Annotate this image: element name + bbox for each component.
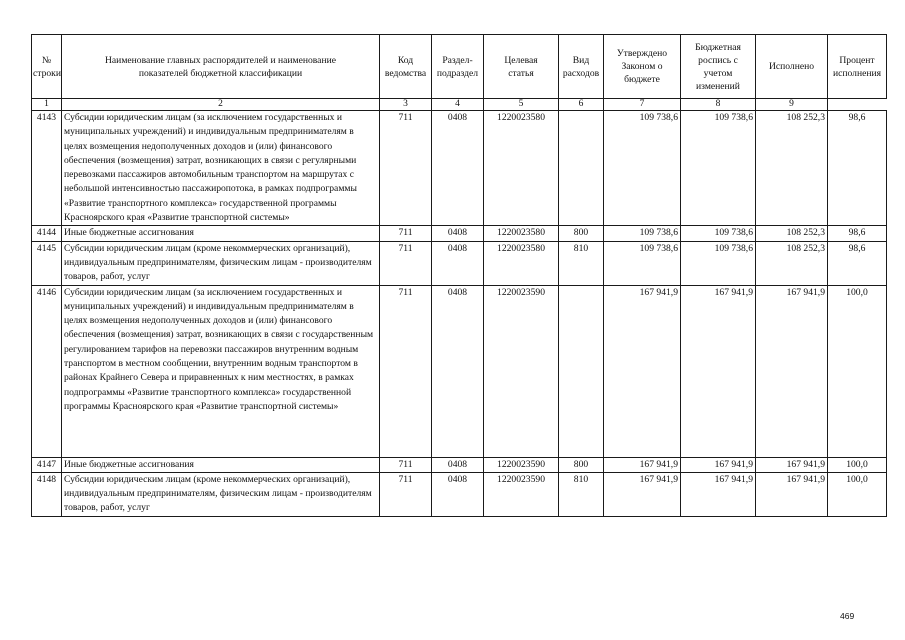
row-number: 4147 (32, 457, 62, 472)
column-number: 2 (62, 99, 380, 111)
header-row-no: № строки (32, 35, 62, 99)
row-section: 0408 (432, 226, 484, 241)
row-expense-type: 800 (559, 457, 604, 472)
row-expense-type: 810 (559, 241, 604, 285)
column-number: 4 (432, 99, 484, 111)
row-executed: 167 941,9 (756, 285, 828, 457)
row-approved: 167 941,9 (604, 285, 681, 457)
row-percent: 100,0 (828, 472, 887, 516)
header-executed: Исполнено (756, 35, 828, 99)
header-row (32, 35, 887, 99)
table-row (32, 285, 887, 457)
row-budget: 167 941,9 (681, 472, 756, 516)
column-number-row (32, 99, 887, 111)
budget-execution-table (31, 34, 887, 517)
row-executed: 108 252,3 (756, 241, 828, 285)
row-section: 0408 (432, 472, 484, 516)
row-target: 1220023590 (484, 457, 559, 472)
row-section: 0408 (432, 111, 484, 226)
table-row (32, 241, 887, 285)
row-expense-type: 810 (559, 472, 604, 516)
column-number: 7 (604, 99, 681, 111)
header-dept-code: Код ведомства (380, 35, 432, 99)
row-dept-code: 711 (380, 472, 432, 516)
row-target: 1220023590 (484, 285, 559, 457)
row-percent: 100,0 (828, 457, 887, 472)
row-expense-type (559, 111, 604, 226)
row-percent: 98,6 (828, 226, 887, 241)
header-expense-type: Вид расходов (559, 35, 604, 99)
row-approved: 109 738,6 (604, 226, 681, 241)
row-target: 1220023590 (484, 472, 559, 516)
row-number: 4143 (32, 111, 62, 226)
row-dept-code: 711 (380, 241, 432, 285)
row-number: 4145 (32, 241, 62, 285)
row-percent: 98,6 (828, 111, 887, 226)
row-name: Субсидии юридическим лицам (за исключением государственных и муниципальных учреждений) и индивидуальным предпринимателям в целях возмещения недополученных доходов и (или) финансового обеспечения (возмещения) затрат, возникающих в связи с регулярными перевозками пассажиров автомобильным транспортом на маршрутах с небольшой интенсивностью пассажиропотока, в рамках подпрограммы «Развитие транспортного комплекса» государственной программы Красноярского края «Развитие транспортной системы» (62, 111, 380, 226)
row-number: 4144 (32, 226, 62, 241)
row-expense-type: 800 (559, 226, 604, 241)
column-number: 5 (484, 99, 559, 111)
header-name: Наименование главных распорядителей и наименование показателей бюджетной классификации (62, 35, 380, 99)
column-number: 9 (756, 99, 828, 111)
row-number: 4146 (32, 285, 62, 457)
row-target: 1220023580 (484, 226, 559, 241)
header-target: Целевая статья (484, 35, 559, 99)
row-approved: 167 941,9 (604, 457, 681, 472)
row-section: 0408 (432, 285, 484, 457)
row-dept-code: 711 (380, 111, 432, 226)
row-dept-code: 711 (380, 226, 432, 241)
row-name: Иные бюджетные ассигнования (62, 457, 380, 472)
header-percent: Процент исполнения (828, 35, 887, 99)
row-target: 1220023580 (484, 241, 559, 285)
table-row (32, 457, 887, 472)
row-name: Иные бюджетные ассигнования (62, 226, 380, 241)
row-name: Субсидии юридическим лицам (кроме некоммерческих организаций), индивидуальным предпринимателям, физическим лицам - производителям товаров, работ, услуг (62, 472, 380, 516)
row-budget: 109 738,6 (681, 111, 756, 226)
column-number: 8 (681, 99, 756, 111)
page-number: 469 (840, 611, 855, 621)
row-executed: 167 941,9 (756, 472, 828, 516)
row-budget: 167 941,9 (681, 457, 756, 472)
row-number: 4148 (32, 472, 62, 516)
header-budget-list: Бюджетная роспись с учетом изменений (681, 35, 756, 99)
table-row (32, 472, 887, 516)
row-executed: 108 252,3 (756, 226, 828, 241)
row-dept-code: 711 (380, 457, 432, 472)
row-expense-type (559, 285, 604, 457)
row-name: Субсидии юридическим лицам (за исключением государственных и муниципальных учреждений) и индивидуальным предпринимателям в целях возмещения недополученных доходов и (или) финансового обеспечения (возмещения) затрат, возникающих в связи с государственным регулированием тарифов на перевозки пассажиров внутренним водным транспортом в местном сообщении, внутренним водным транспортом в районах Крайнего Севера и приравненных к ним местностях, в рамках подпрограммы «Развитие транспортного комплекса» государственной программы Красноярского края «Развитие транспортной системы» (62, 285, 380, 457)
row-approved: 109 738,6 (604, 111, 681, 226)
row-percent: 98,6 (828, 241, 887, 285)
header-approved: Утверждено Законом о бюджете (604, 35, 681, 99)
table-row (32, 111, 887, 226)
table-row (32, 226, 887, 241)
row-section: 0408 (432, 241, 484, 285)
row-budget: 167 941,9 (681, 285, 756, 457)
row-approved: 109 738,6 (604, 241, 681, 285)
row-target: 1220023580 (484, 111, 559, 226)
column-number: 1 (32, 99, 62, 111)
row-approved: 167 941,9 (604, 472, 681, 516)
row-budget: 109 738,6 (681, 226, 756, 241)
row-dept-code: 711 (380, 285, 432, 457)
column-number: 6 (559, 99, 604, 111)
row-executed: 108 252,3 (756, 111, 828, 226)
row-percent: 100,0 (828, 285, 887, 457)
row-section: 0408 (432, 457, 484, 472)
row-budget: 109 738,6 (681, 241, 756, 285)
column-number: 3 (380, 99, 432, 111)
row-name: Субсидии юридическим лицам (кроме некоммерческих организаций), индивидуальным предпринимателям, физическим лицам - производителям товаров, работ, услуг (62, 241, 380, 285)
header-section: Раздел-подраздел (432, 35, 484, 99)
row-executed: 167 941,9 (756, 457, 828, 472)
